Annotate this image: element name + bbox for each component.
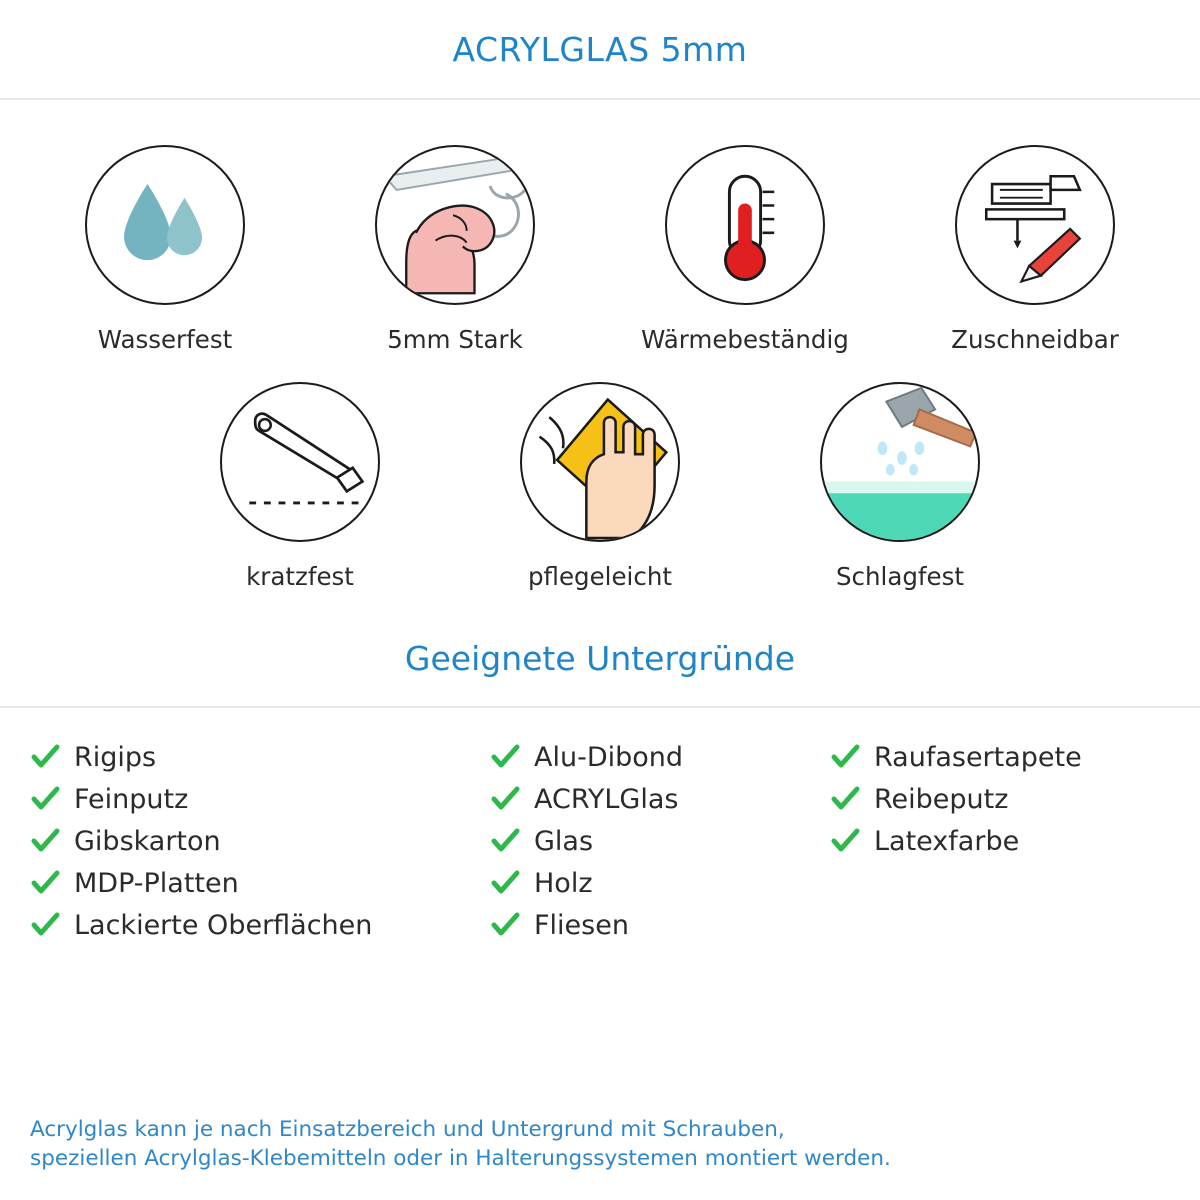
list-item-label: Gibskarton bbox=[74, 825, 221, 857]
list-item-label: Feinputz bbox=[74, 783, 189, 815]
page-title: ACRYLGLAS 5mm bbox=[452, 29, 748, 69]
list-item-label: Latexfarbe bbox=[874, 825, 1020, 857]
list-item bbox=[490, 862, 830, 904]
check-icon bbox=[490, 910, 520, 940]
feature-label: Wasserfest bbox=[97, 325, 233, 354]
check-icon bbox=[830, 742, 860, 772]
strong-arm-icon bbox=[377, 147, 533, 303]
list-item bbox=[30, 778, 490, 820]
substrate-column-2 bbox=[490, 736, 830, 946]
list-item bbox=[490, 736, 830, 778]
feature-grid bbox=[0, 100, 1200, 591]
check-icon bbox=[830, 784, 860, 814]
feature-label: kratzfest bbox=[246, 562, 354, 591]
substrate-column-1 bbox=[30, 736, 490, 946]
footer-note-line-2: speziellen Acrylglas-Klebemitteln oder in Halterungssystemen montiert werden. bbox=[30, 1146, 891, 1172]
feature-label: Zuschneidbar bbox=[951, 325, 1119, 354]
list-item bbox=[490, 778, 830, 820]
feature-icon-circle bbox=[520, 382, 680, 542]
feature-label: 5mm Stark bbox=[387, 325, 523, 354]
check-icon bbox=[30, 826, 60, 856]
list-item-label: Lackierte Oberflächen bbox=[74, 909, 373, 941]
check-icon bbox=[30, 868, 60, 898]
page-header bbox=[0, 0, 1200, 100]
footer-note-line-1: Acrylglas kann je nach Einsatzbereich und Untergrund mit Schrauben, bbox=[30, 1116, 785, 1142]
check-icon bbox=[30, 910, 60, 940]
jigsaw-cutter-icon bbox=[957, 147, 1113, 303]
water-drops-icon bbox=[87, 147, 243, 303]
list-item bbox=[30, 736, 490, 778]
list-item-label: Glas bbox=[534, 825, 594, 857]
list-item-label: Raufasertapete bbox=[874, 741, 1082, 773]
feature-row-2 bbox=[20, 382, 1180, 591]
check-icon bbox=[830, 826, 860, 856]
check-icon bbox=[30, 784, 60, 814]
list-item-label: Fliesen bbox=[534, 909, 629, 941]
feature-icon-circle bbox=[85, 145, 245, 305]
check-icon bbox=[490, 742, 520, 772]
list-item bbox=[30, 904, 490, 946]
feature-pflegeleicht bbox=[450, 382, 750, 591]
feature-label: Schlagfest bbox=[836, 562, 964, 591]
feature-icon-circle bbox=[375, 145, 535, 305]
thermometer-icon bbox=[667, 147, 823, 303]
list-item bbox=[830, 778, 1170, 820]
feature-waermebestaendig bbox=[600, 145, 890, 354]
list-item bbox=[490, 820, 830, 862]
feature-kratzfest bbox=[150, 382, 450, 591]
check-icon bbox=[490, 826, 520, 856]
cleaning-cloth-hand-icon bbox=[522, 384, 678, 540]
feature-wasserfest bbox=[20, 145, 310, 354]
check-icon bbox=[490, 784, 520, 814]
feature-icon-circle bbox=[820, 382, 980, 542]
list-item bbox=[830, 820, 1170, 862]
list-item-label: Reibeputz bbox=[874, 783, 1009, 815]
feature-icon-circle bbox=[665, 145, 825, 305]
feature-row-1 bbox=[20, 145, 1180, 354]
list-item-label: MDP-Platten bbox=[74, 867, 239, 899]
list-item bbox=[30, 820, 490, 862]
list-item bbox=[830, 736, 1170, 778]
check-icon bbox=[30, 742, 60, 772]
section-title-untergruende: Geeignete Untergründe bbox=[0, 639, 1200, 708]
feature-icon-circle bbox=[220, 382, 380, 542]
list-item-label: Holz bbox=[534, 867, 593, 899]
feature-label: Wärmebeständig bbox=[641, 325, 849, 354]
list-item bbox=[30, 862, 490, 904]
feature-icon-circle bbox=[955, 145, 1115, 305]
footer-note bbox=[30, 1115, 1182, 1174]
list-item-label: Rigips bbox=[74, 741, 157, 773]
substrate-column-3 bbox=[830, 736, 1170, 946]
list-item-label: ACRYLGlas bbox=[534, 783, 679, 815]
feature-5mm-stark bbox=[310, 145, 600, 354]
feature-schlagfest bbox=[750, 382, 1050, 591]
list-item bbox=[490, 904, 830, 946]
list-item-label: Alu-Dibond bbox=[534, 741, 684, 773]
substrate-list bbox=[0, 708, 1200, 946]
hammer-impact-icon bbox=[822, 384, 978, 540]
feature-label: pflegeleicht bbox=[528, 562, 672, 591]
feature-zuschneidbar bbox=[890, 145, 1180, 354]
check-icon bbox=[490, 868, 520, 898]
saw-blade-icon bbox=[222, 384, 378, 540]
